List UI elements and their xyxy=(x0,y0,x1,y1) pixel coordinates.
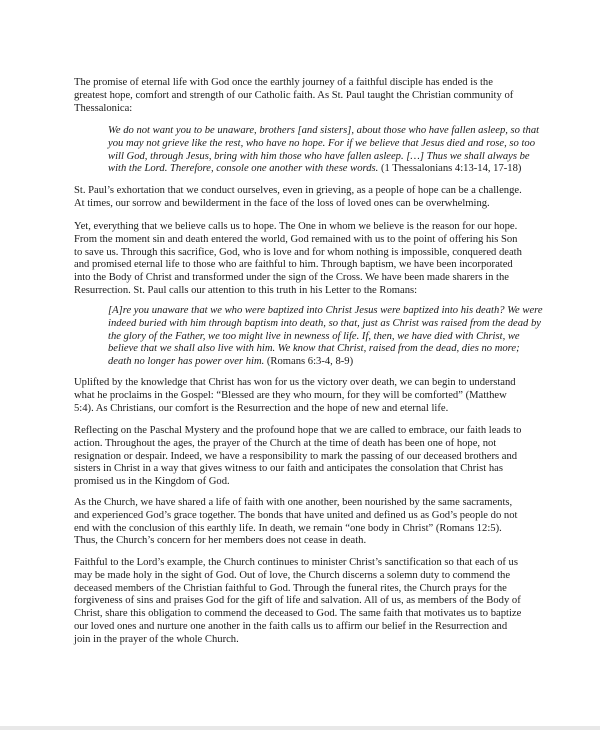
paragraph-paschal-mystery: Reflecting on the Paschal Mystery and the profound hope that we are called to embrace, our faith leads to action. Throughout the ages, the prayer of the Church at the time of death has been one of hope, not resignation or despair. Indeed, we have a responsibility to mark the passing of our deceased brothers and sisters in Christ in a way that gives witness to our faith and anticipates the consolation that Christ has promised us in the Kingdom of God. xyxy=(74,425,522,488)
quote-romans-baptism xyxy=(108,305,544,369)
quote-thessalonians xyxy=(108,125,544,176)
quote-romans-baptism-reference: (Romans 6:3-4, 8-9) xyxy=(264,356,354,368)
paragraph-victory-over-death: Uplifted by the knowledge that Christ has won for us the victory over death, we can begin to understand what he proclaims in the Gospel: “Blessed are they who mourn, for they will be comforted” (Matthew 5:4). As Christians, our comfort is the Resurrection and the hope of new and eternal life. xyxy=(74,377,516,414)
quote-romans-baptism-text: [A]re you unaware that we who were baptized into Christ Jesus were baptized into his death? We were indeed buried with him through baptism into death, so that, just as Christ was raised from the dead by the glory of the Father, we too might live in newness of life. If, then, we have died with Christ, we believe that we shall also live with him. We know that Christ, raised from the dead, dies no more; death no longer has power over him. xyxy=(108,305,543,368)
page-bottom-edge xyxy=(0,726,600,730)
paragraph-pauls-exhortation: St. Paul’s exhortation that we conduct ourselves, even in grieving, as a people of hope can be a challenge. At times, our sorrow and bewilderment in the face of the loss of loved ones can be overwhelming. xyxy=(74,185,522,209)
quote-thessalonians-text: We do not want you to be unaware, brothers [and sisters], about those who have fallen asleep, so that you may not grieve like the rest, who have no hope. For if we believe that Jesus died and rose, so too will God, through Jesus, bring with him those who have fallen asleep. […] Thus we shall always be with the Lord. Therefore, console one another with these words. xyxy=(108,125,540,175)
quote-thessalonians-reference: (1 Thessalonians 4:13-14, 17-18) xyxy=(378,163,522,175)
paragraph-shared-life-of-faith: As the Church, we have shared a life of faith with one another, been nourished by the same sacraments, and experienced God’s grace together. The bonds that have united and defined us as God’s people do not end with the conclusion of this earthly life. In death, we remain “one body in Christ” (Romans 12:5). Thus, the Church’s concern for her members does not cease in death. xyxy=(74,497,518,547)
paragraph-eternal-life-hope: The promise of eternal life with God once the earthly journey of a faithful disciple has ended is the greatest hope, comfort and strength of our Catholic faith. As St. Paul taught the Christian community of Thessalonica: xyxy=(74,77,514,114)
paragraph-calls-to-hope: Yet, everything that we believe calls us to hope. The One in whom we believe is the reason for our hope. From the moment sin and death entered the world, God remained with us to the point of offering his Son to save us. Through this sacrifice, God, who is love and for whom nothing is impossible, conquered death and promised eternal life to those who are faithful to him. Through baptism, we have been incorporated into the Body of Christ and transformed under the sign of the Cross. We have been made sharers in the Resurrection. St. Paul calls our attention to this truth in his Letter to the Romans: xyxy=(74,221,522,296)
paragraph-lords-example: Faithful to the Lord’s example, the Church continues to minister Christ’s sanctification so that each of us may be made holy in the sight of God. Out of love, the Church discerns a solemn duty to commend the deceased members of the Christian faithful to God. Through the funeral rites, the Church prays for the forgiveness of sins and praises God for the gift of life and salvation. All of us, as members of the Body of Christ, share this obligation to commend the deceased to God. The same faith that motivates us to baptize our loved ones and nurture one another in the faith calls us to affirm our belief in the Resurrection and join in the prayer of the whole Church. xyxy=(74,557,522,645)
